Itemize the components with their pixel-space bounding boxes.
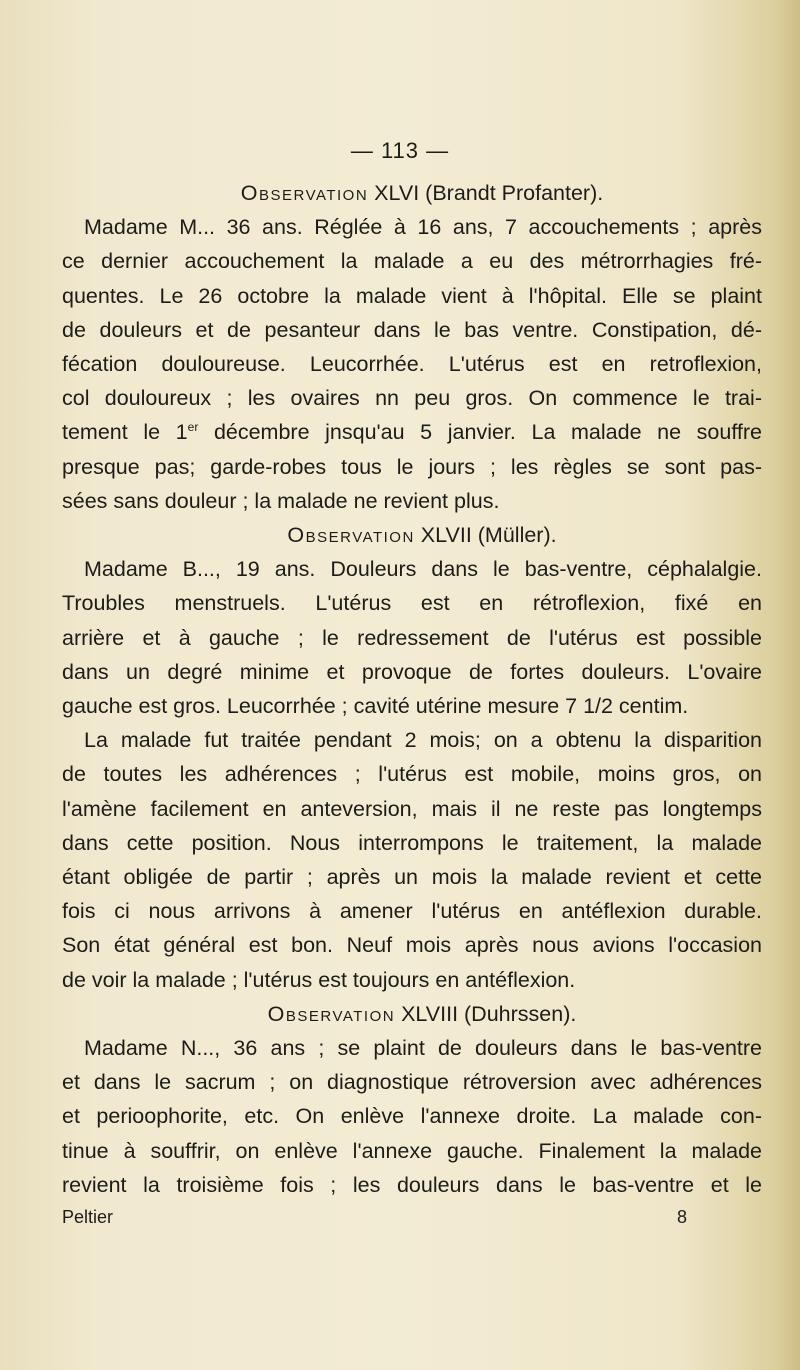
- text-line: fécation douloureuse. Leucorrhée. L'utérus est en retroflexion,: [62, 352, 762, 377]
- text-line: l'amène facilement en anteversion, mais il ne reste pas longtemps: [62, 796, 762, 821]
- text-line: gauche est gros. Leucorrhée ; cavité utérine mesure 7 1/2 centim.: [62, 694, 689, 719]
- text-line: Madame B..., 19 ans. Douleurs dans le bas-ventre, céphalalgie.: [84, 557, 762, 582]
- text-line: dans cette position. Nous interrompons le traitement, la malade: [62, 830, 762, 855]
- observation-47-text: [62, 552, 762, 997]
- text-line-with-superscript: [62, 415, 762, 449]
- text-line: col douloureux ; les ovaires nn peu gros. On commence le trai-: [62, 386, 762, 411]
- text-line: arrière et à gauche ; le redressement de l'utérus est possible: [62, 625, 762, 650]
- observation-46-heading-rest: XLVI (Brandt Profanter).: [374, 181, 604, 205]
- observation-47-heading-prefix: Observation: [287, 523, 415, 548]
- text-line: Troubles menstruels. L'utérus est en rétroflexion, fixé en: [62, 591, 762, 616]
- page-number: — 113 —: [350, 138, 450, 163]
- observation-47-heading: [62, 518, 762, 552]
- text-line: La malade fut traitée pendant 2 mois; on a obtenu la disparition: [84, 728, 762, 753]
- text-line: de voir la malade ; l'utérus est toujours en antéflexion.: [62, 967, 576, 992]
- observation-48-heading-rest: XLVIII (Duhrssen).: [401, 1001, 577, 1026]
- page-content: [62, 176, 762, 1232]
- text-line: ce dernier accouchement la malade a eu des métrorrhagies fré-: [62, 249, 762, 274]
- text-line: presque pas; garde-robes tous le jours ; les règles se sont pas-: [62, 454, 762, 479]
- observation-46-heading: [62, 176, 762, 210]
- text-line: fois ci nous arrivons à amener l'utérus en antéflexion durable.: [62, 899, 762, 924]
- text-line: dans un degré minime et provoque de fortes douleurs. L'ovaire: [62, 659, 762, 684]
- text-line: étant obligée de partir ; après un mois la malade revient et cette: [62, 865, 762, 890]
- text-line: quentes. Le 26 octobre la malade vient à l'hôpital. Elle se plaint: [62, 283, 762, 308]
- superscript: er: [187, 420, 199, 435]
- text-line: tinue à souffrir, on enlève l'annexe gauche. Finalement la malade: [62, 1138, 762, 1163]
- observation-47-heading-rest: XLVII (Müller).: [420, 523, 557, 548]
- observation-46-text: [62, 210, 762, 518]
- text-line: sées sans douleur ; la malade ne revient plus.: [62, 488, 500, 513]
- page-footer: [62, 1202, 687, 1232]
- text-line: Madame M... 36 ans. Réglée à 16 ans, 7 accouchements ; après: [84, 215, 762, 240]
- footer-author: Peltier: [62, 1207, 114, 1228]
- text-line: Madame N..., 36 ans ; se plaint de douleurs dans le bas-ventre: [84, 1036, 762, 1061]
- text-line: de toutes les adhérences ; l'utérus est mobile, moins gros, on: [62, 762, 762, 787]
- observation-48-heading: [62, 997, 762, 1031]
- text-line: de douleurs et de pesanteur dans le bas ventre. Constipation, dé-: [62, 317, 762, 342]
- text-line: et perioophorite, etc. On enlève l'annexe droite. La malade con-: [62, 1104, 762, 1129]
- text-line: Son état général est bon. Neuf mois après nous avions l'occasion: [62, 933, 762, 958]
- text-line: revient la troisième fois ; les douleurs dans le bas-ventre et le: [62, 1172, 762, 1197]
- text-line: et dans le sacrum ; on diagnostique rétroversion avec adhérences: [62, 1070, 762, 1095]
- footer-signature-mark: 8: [676, 1207, 687, 1228]
- observation-48-text: [62, 1031, 762, 1202]
- text-fragment: tement le 1: [62, 420, 188, 445]
- observation-46-heading-prefix: Observation: [240, 181, 369, 205]
- observation-48-heading-prefix: Observation: [267, 1001, 396, 1026]
- text-fragment: décembre jnsqu'au 5 janvier. La malade ne souffre: [198, 420, 763, 445]
